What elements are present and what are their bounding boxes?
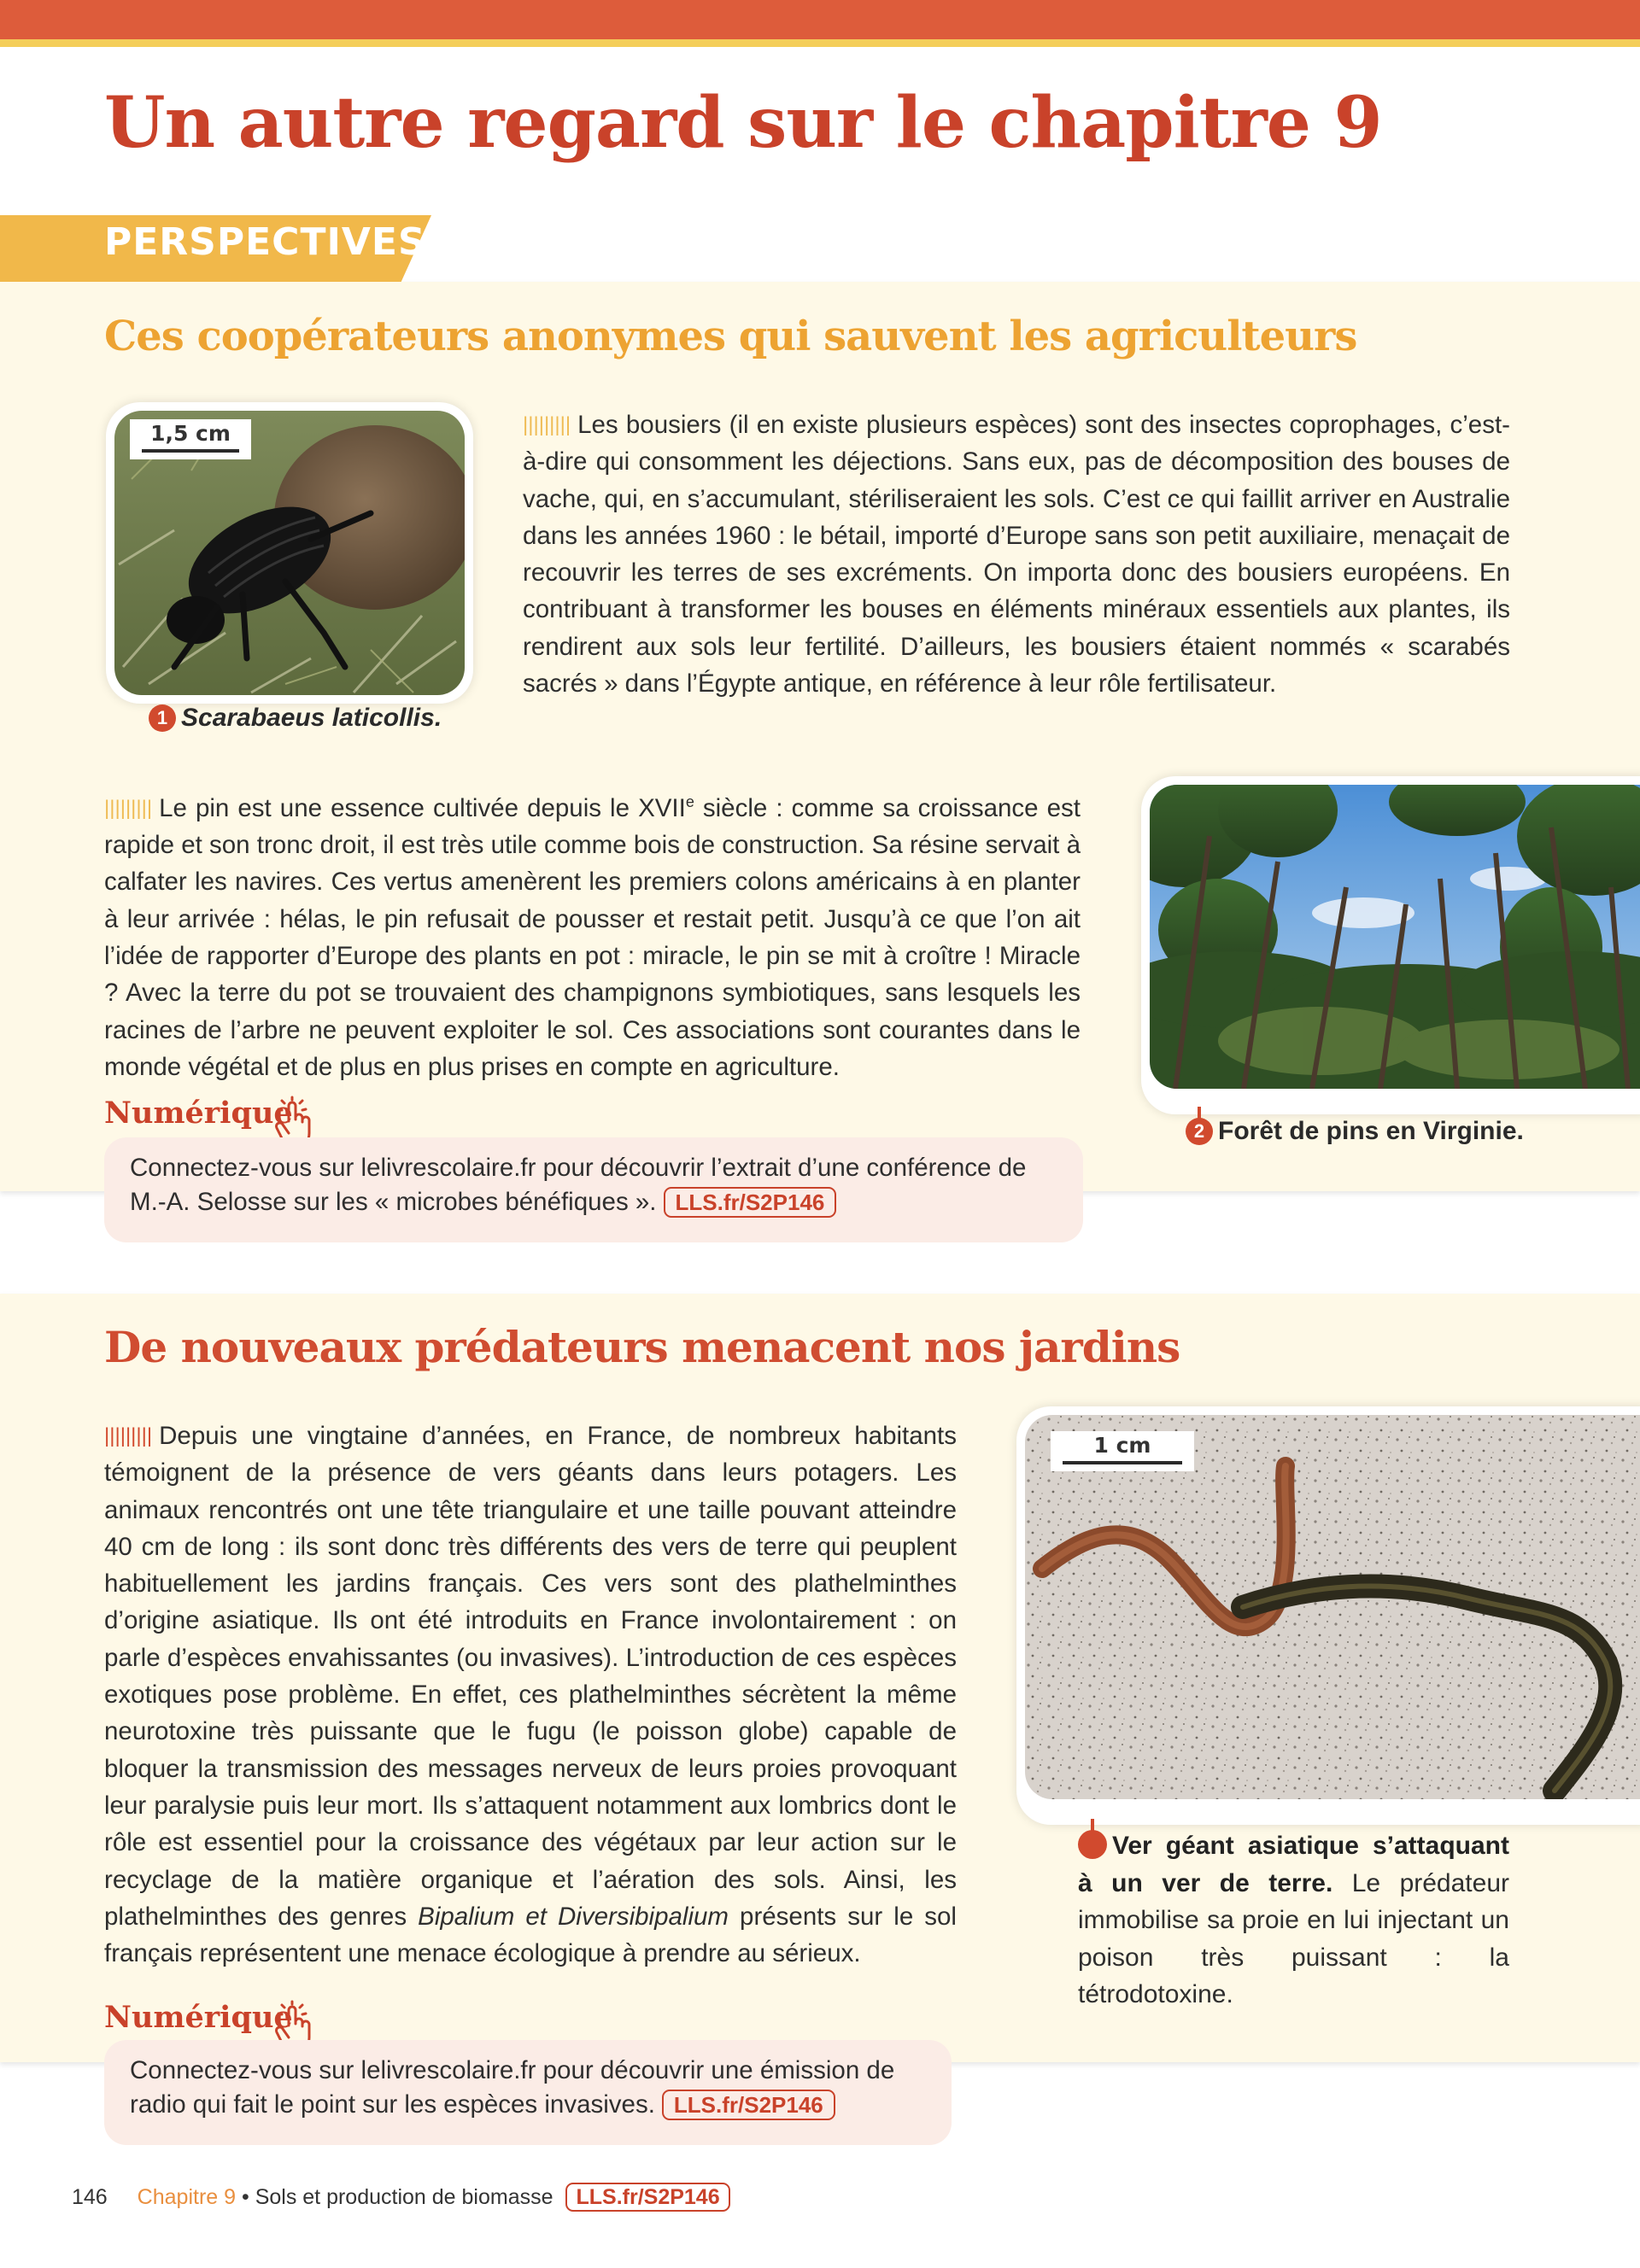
figure1-caption-text: Scarabaeus laticollis. [181, 704, 442, 732]
paragraph-bousiers [523, 406, 1510, 702]
numerique-heading: Numérique [104, 1096, 293, 1131]
paragraph-pin-sup: e [685, 793, 694, 810]
scale-line [1063, 1461, 1182, 1464]
figure3-caption-lead: Ver géant asiatique s’attaquant à un ver de terre. [1078, 1832, 1509, 1897]
lls-link[interactable]: LLS.fr/S2P146 [664, 1187, 837, 1218]
numerique-text: Connectez-vous sur lelivrescolaire.fr pour découvrir l’extrait d’une conférence de M.-A. Selosse sur les « microbes bénéfiques ». [130, 1154, 1027, 1216]
page-number: 146 [72, 2185, 108, 2209]
paragraph-marker: ||||||||| [104, 796, 153, 820]
paragraph-plathelminthes-text-2: présents sur le sol français représentent une menace écologique à prendre au sérieux. [104, 1902, 957, 1968]
scale-bar-beetle [130, 419, 251, 459]
footer-separator: • [241, 2185, 249, 2209]
figure2-caption [1186, 1117, 1524, 1146]
scale-bar-flatworm [1051, 1431, 1194, 1471]
numerique-box-1 [104, 1137, 1083, 1242]
scale-line [142, 449, 239, 453]
numerique-box-2 [104, 2040, 952, 2145]
paragraph-marker: ||||||||| [523, 413, 571, 436]
paragraph-pin-text-end: siècle : comme sa croissance est rapide et son tronc droit, il est très utile comme bois de construction. Sa résine servait à calfater les navires. Ces vertus amenèrent les premiers colons américains à en planter à leur arrivée : hélas, le pin refusait de pousser et restait petit. Jusqu’à ce que l’on ait l’idée de rapporter d’Europe des plants en pot : miracle, le pin se mit à croître ! Miracle ? Avec la terre du pot se trouvaient des champignons symbiotiques, sans lesquels les racines de l’arbre ne peuvent exploiter le sol. Ces associations sont courantes dans le monde végétal et de plus en plus prises en compte en agriculture. [104, 793, 1081, 1081]
paragraph-bousiers-text: Les bousiers (il en existe plusieurs espèces) sont des insectes coprophages, c’est-à-dire qui consomment les déjections. Sans eux, pas de décomposition des bouses de vache, qui, en s’accumulant, stériliseraient les sols. C’est ce qui faillit arriver en Australie dans les années 1960 : le bétail, importé d’Europe sans son petit auxiliaire, menaçait de recouvrir les terres de ses excréments. On importa donc des bousiers européens. En contribuant à transformer les bouses en éléments minéraux essentiels aux plantes, ils rendirent aux sols leur fertilité. D’ailleurs, les bousiers étaient nommés « scarabés sacrés » dans l’Égypte antique, en référence à leur rôle fertilisateur. [523, 411, 1510, 699]
numerique-heading: Numérique [104, 2000, 293, 2035]
paragraph-pin [104, 784, 1081, 1085]
figure3-caption-rest: Le prédateur immobilise sa proie en lui injectant un poison très puissant : la tétrodotoxine. [1078, 1868, 1509, 2008]
figure-number-badge: 1 [149, 704, 176, 732]
numerique-text: Connectez-vous sur lelivrescolaire.fr pour découvrir une émission de radio qui fait le point sur les espèces invasives. [130, 2056, 895, 2119]
paragraph-plathelminthes-genus: Bipalium et Diversibipalium [418, 1902, 729, 1931]
footer-lls-link[interactable]: LLS.fr/S2P146 [565, 2183, 729, 2212]
footer-subject: Sols et production de biomasse [255, 2185, 554, 2209]
section-title-predateurs: De nouveaux prédateurs menacent nos jardins [104, 1322, 1180, 1372]
footer-chapter: Chapitre 9 [137, 2185, 237, 2209]
section-title-cooperateurs: Ces coopérateurs anonymes qui sauvent les agriculteurs [104, 313, 1357, 360]
lls-link[interactable]: LLS.fr/S2P146 [662, 2090, 835, 2120]
scale-label: 1,5 cm [150, 421, 231, 446]
figure1-caption [149, 704, 442, 733]
page-title: Un autre regard sur le chapitre 9 [104, 82, 1382, 164]
paragraph-pin-text-start: Le pin est une essence cultivée depuis le XVII [159, 793, 686, 822]
scale-label: 1 cm [1093, 1433, 1151, 1458]
figure2-caption-text: Forêt de pins en Virginie. [1218, 1117, 1524, 1145]
figure-number-badge: 2 [1186, 1118, 1213, 1145]
figure3-caption [1078, 1827, 1509, 2014]
page-footer [72, 2183, 730, 2212]
paragraph-plathelminthes [104, 1418, 957, 1972]
perspectives-tab-label: PERSPECTIVES [104, 220, 426, 264]
paragraph-plathelminthes-text-1: Depuis une vingtaine d’années, en France, de nombreux habitants témoignent de la présence de vers géants dans leurs potagers. Les animaux rencontrés ont une tête triangulaire et une taille pouvant atteindre 40 cm de long : ils sont donc très différents des vers de terre qui peuplent habituellement les jardins français. Ces vers sont des plathelminthes d’origine asiatique. Ils ont été introduits en France involontairement : on parle d’espèces envahissantes (ou invasives). L’introduction de ces espèces exotiques pose problème. En effet, ces plathelminthes sécrètent la même neurotoxine très puissante que le fugu (le poisson globe) capable de bloquer la transmission des messages nerveux de leurs proies provoquant leur paralysie puis leur mort. Ils s’attaquent notamment aux lombrics dont le rôle est essentiel pour la croissance des végétaux par leur action sur le recyclage de la matière organique et l’aération des sols. Ainsi, les plathelminthes des genres [104, 1422, 957, 1931]
top-accent-line [0, 39, 1640, 47]
pine-forest-photo [1141, 776, 1640, 1114]
top-color-bar [0, 0, 1640, 39]
paragraph-marker: ||||||||| [104, 1424, 153, 1447]
